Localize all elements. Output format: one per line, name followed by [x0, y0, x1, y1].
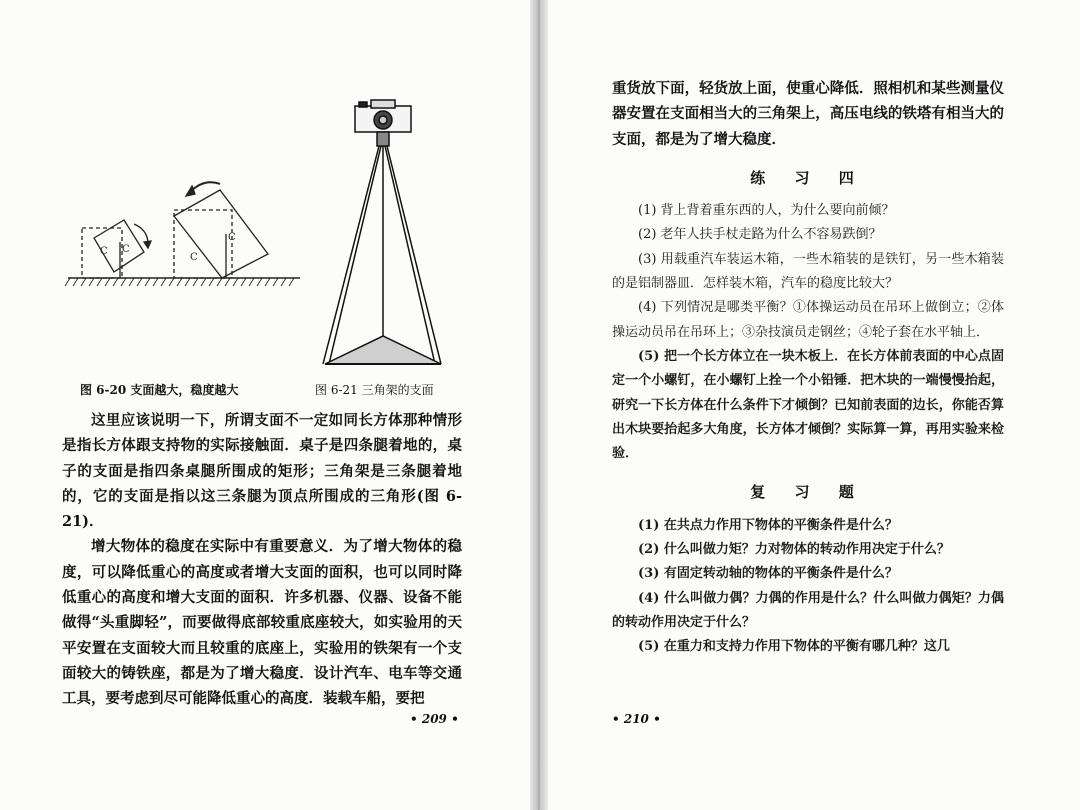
review-item: (4) 什么叫做力偶？力偶的作用是什么？什么叫做力偶矩？力偶的转动作用决定于什么？: [612, 590, 1004, 630]
review-title: 复 习 题: [750, 483, 866, 502]
figure-6-20: [64, 172, 304, 302]
left-body-text: [62, 408, 462, 712]
exercise-item: (3) 用载重汽车装运木箱，一些木箱装的是铁钉，另一些木箱装的是铝制器皿．怎样装木箱，汽车的稳度比较大？: [612, 251, 1004, 292]
label-c-3: C: [190, 252, 198, 263]
label-c-2: C: [122, 244, 130, 255]
book-gutter: [530, 0, 548, 810]
review-item: (1) 在共点力作用下物体的平衡条件是什么？: [638, 517, 898, 533]
exercise-item: (4) 下列情况是哪类平衡？①体操运动员在吊环上做倒立；②体操运动员吊在吊环上；③杂技演员走钢丝；④轮子套在水平轴上．: [612, 300, 1004, 340]
figure-6-20-caption: 图 6-20 支面越大，稳度越大: [80, 383, 239, 397]
exercise-item: (1) 背上背着重东西的人，为什么要向前倾？: [638, 203, 895, 219]
continuation-paragraph: 重货放下面，轻货放上面，使重心降低．照相机和某些测量仪器安置在支面相当大的三角架上，高压电线的铁塔有相当大的支面，都是为了增大稳度．: [612, 80, 1004, 148]
left-page: [0, 0, 530, 810]
exercise-title: 练 习 四: [750, 168, 866, 187]
exercise-item: (2) 老年人扶手杖走路为什么不容易跌倒？: [638, 227, 882, 243]
right-body-text: [612, 76, 1004, 660]
page-number: • 210 •: [612, 712, 661, 726]
label-c-4: C: [228, 232, 236, 243]
exercise-item: (5) 把一个长方体立在一块木板上．在长方体前表面的中心点固定一个小螺钉，在小螺钉上拴一个小铅锤．把木块的一端慢慢抬起，研究一下长方体在什么条件下才倾倒？已知前表面的边长，你能否算出木块要抬起多大角度，长方体才倾倒？实际算一算，再用实验来检验．: [612, 348, 1004, 462]
review-item: (2) 什么叫做力矩？力对物体的转动作用决定于什么？: [638, 542, 950, 558]
paragraph: 增大物体的稳度在实际中有重要意义．为了增大物体的稳度，可以降低重心的高度或者增大支面的面积，也可以同时降低重心的高度和增大支面的面积．许多机器、仪器、设备不能做得“头重脚轻”，而要做得底部较重底座较大，如实验用的天平安置在支面较大而且较重的底座上，实验用的铁架有一个支面较大的铸铁座，都是为了增大稳度．设计汽车、电车等交通工具，要考虑到尽可能降低重心的高度．装载车船，要把: [62, 538, 462, 708]
review-item: (5) 在重力和支持力作用下物体的平衡有哪几种？这几: [638, 639, 950, 655]
figure-6-21: [315, 92, 450, 377]
page-number: • 209 •: [410, 712, 459, 726]
label-c-1: C: [100, 246, 108, 257]
figure-6-21-caption: 图 6-21 三角架的支面: [315, 383, 434, 397]
review-item: (3) 有固定转动轴的物体的平衡条件是什么？: [638, 566, 898, 582]
paragraph: 这里应该说明一下，所谓支面不一定如同长方体那种情形是指长方体跟支持物的实际接触面．桌子是四条腿着地的，桌子的支面是指四条桌腿所围成的矩形；三角架是三条腿着地的，它的支面是指以这三条腿为顶点所围成的三角形(图 6-21)．: [62, 412, 462, 531]
